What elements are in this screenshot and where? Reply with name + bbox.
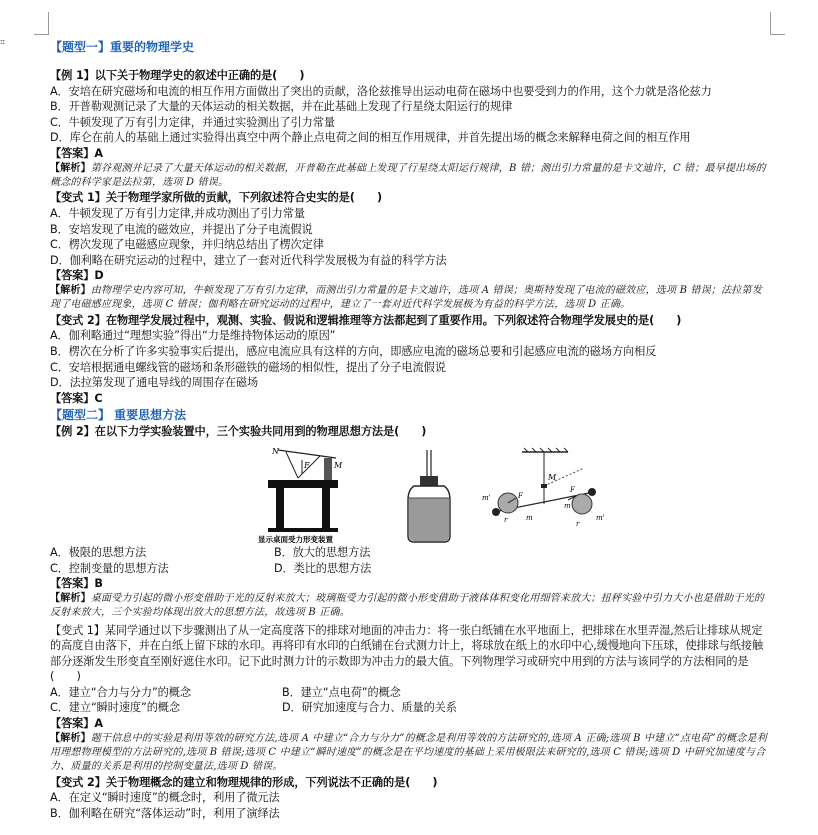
variant-2-1-option-c: C．建立“瞬时速度”的概念 <box>50 701 180 715</box>
variant-2-1-option-a: A．建立“合力与分力”的概念 <box>50 685 191 699</box>
figure-torsion-label-r-left: r <box>504 515 508 524</box>
variant-1-2-option-c: C．安培根据通电螺线管的磁场和条形磁铁的磁场的相似性，提出了分子电流假说 <box>50 360 446 374</box>
example-2-option-c: C．控制变量的思想方法 <box>50 561 169 575</box>
page-corner-mark-left <box>34 12 49 35</box>
variant-1-1-option-a: A．牛顿发现了万有引力定律,并成功测出了引力常量 <box>50 206 305 220</box>
example-2-option-b: B．放大的思想方法 <box>274 545 371 559</box>
figure-desk-label-m: M <box>334 460 343 470</box>
figure-torsion-label-f-right: F <box>570 485 575 494</box>
example-1-answer: 【答案】A <box>50 146 103 160</box>
variant-1-2-option-a: A．伽利略通过“理想实验”得出“力是维持物体运动的原因” <box>50 329 336 343</box>
example-1-option-b: B．开普勒观测记录了大量的天体运动的相关数据，并在此基础上发现了行星绕太阳运行的规律 <box>50 100 513 114</box>
example-2-explanation <box>50 592 772 621</box>
variant-2-1-stem-text: 【变式 1】某同学通过以下步骤测出了从一定高度落下的排球对地面的冲击力：将一张白纸铺在水平地面上，把排球在水里弄湿,然后让排球从规定的高度自由落下，并在白纸上留下球的水印。再将印有水印的白纸铺在台式测力计上，将球放在纸上的水印中心,缓慢地向下压球，使排球与纸接触部分逐渐发生形变直至刚好遮住水印。记下此时测力计的示数即为冲击力的最大值。下列物理学习或研究中用到的方法与该同学的方法相同的是( ) <box>50 623 764 684</box>
explanation-label: 【解析】 <box>50 162 91 174</box>
section-title-1: 【题型一】重要的物理学史 <box>50 40 195 54</box>
experiment-figures <box>50 440 772 545</box>
variant-1-1-option-d: D．伽利略在研究运动的过程中，建立了一套对近代科学发展极为有益的科学方法 <box>50 253 447 267</box>
variant-1-2-option-b: B．楞次在分析了许多实验事实后提出，感应电流应具有这样的方向，即感应电流的磁场总要和引起感应电流的磁场方向相反 <box>50 344 657 358</box>
example-2-options-row-2 <box>50 561 772 577</box>
figure-desk-deformation <box>248 444 358 544</box>
variant-2-1-options-row-1 <box>50 685 772 701</box>
example-1-option-c: C．牛顿发现了万有引力定律，并通过实验测出了引力常量 <box>50 115 335 129</box>
figure-torsion-balance <box>464 446 614 541</box>
example-1-stem: 【例 1】以下关于物理学史的叙述中正确的是( ) <box>50 69 305 82</box>
figure-desk-label-f: F <box>304 460 310 470</box>
variant-1-1-stem: 【变式 1】关于物理学家所做的贡献，下列叙述符合史实的是( ) <box>50 191 382 205</box>
variant-2-2-option-a: A．在定义“瞬时速度”的概念时，利用了微元法 <box>50 791 280 805</box>
explanation-text: 由物理学史内容可知，牛顿发现了万有引力定律，而测出引力常量的是卡文迪许，选项 A 错误；奥斯特发现了电流的磁效应，选项 B 错误；法拉第发现了电磁感应现象，选项 C 错误；伽利略在研究运动的过程中，建立了一套对近代科学发展极为有益的科学方法，选项 D 正确。 <box>50 284 762 311</box>
document-body <box>50 38 772 822</box>
example-2-options-row-1 <box>50 545 772 561</box>
explanation-label: 【解析】 <box>50 732 91 744</box>
figure-torsion-label-m-right: m <box>564 501 571 510</box>
variant-1-1-option-b: B．安培发现了电流的磁效应，并提出了分子电流假说 <box>50 222 313 236</box>
explanation-text: 桌面受力引起的微小形变借助于光的反射来放大；玻璃瓶受力引起的微小形变借助于液体体积变化用细管来放大；扭秤实验中引力大小也是借助于光的反射来放大，三个实验均体现出放大的思想方法，故选项 B 正确。 <box>50 592 765 619</box>
variant-1-2-answer: 【答案】C <box>50 391 103 405</box>
variant-1-1-option-c: C．楞次发现了电磁感应现象，并归纳总结出了楞次定律 <box>50 238 324 252</box>
explanation-text: 第谷观测并记录了大量天体运动的相关数据，开普勒在此基础上发现了行星绕太阳运行规律，B 错；测出引力常量的是卡文迪许，C 错；最早提出场的概念的科学家是法拉第，选项 D 错误。 <box>50 162 766 188</box>
variant-1-1-answer: 【答案】D <box>50 269 104 283</box>
variant-2-1-stem <box>50 623 772 685</box>
example-2-answer: 【答案】B <box>50 577 103 591</box>
variant-1-1-explanation <box>50 284 772 313</box>
figure-torsion-label-f-left: F <box>518 491 523 500</box>
variant-2-1-explanation <box>50 732 772 775</box>
figure-desk-caption: 显示桌面受力形变装置 <box>258 534 333 544</box>
figure-desk-label-n: N <box>272 446 279 456</box>
margin-anchor-icon: ⌗ <box>0 38 6 48</box>
variant-2-1-options-row-2 <box>50 700 772 716</box>
explanation-label: 【解析】 <box>50 284 91 296</box>
figure-torsion-label-m-left: m <box>526 513 533 522</box>
explanation-text: 题干信息中的实验是利用等效的研究方法,选项 A 中建立“合力与分力”的概念是利用等效的方法研究的,选项 A 正确;选项 B 中建立“点电荷”的概念是利用理想物理模型的方法研究的,选项 B 错误;选项 C 中建立“瞬时速度”的概念是在平均速度的基础上采用极限法来研究的,选项 C 错误;选项 D 中研究加速度与合力、质量的关系是利用的控制变量法,选项 D 错误。 <box>50 732 767 773</box>
figure-torsion-label-m-prime-left: m' <box>482 493 491 502</box>
figure-torsion-label-m-prime-right: m' <box>596 513 605 522</box>
figure-torsion-label-r-right: r <box>576 519 580 528</box>
variant-1-2-option-d: D．法拉第发现了通电导线的周围存在磁场 <box>50 376 259 390</box>
variant-2-2-stem: 【变式 2】关于物理概念的建立和物理规律的形成，下列说法不正确的是( ) <box>50 775 438 789</box>
example-2-option-d: D．类比的思想方法 <box>274 561 372 575</box>
example-1-option-d: D．库仑在前人的基础上通过实验得出真空中两个静止点电荷之间的相互作用规律，并首先提出场的概念来解释电荷之间的相互作用 <box>50 131 691 145</box>
variant-2-2-option-b: B．伽利略在研究“落体运动”时，利用了演绎法 <box>50 807 280 821</box>
explanation-label: 【解析】 <box>50 592 91 604</box>
example-2-stem: 【例 2】在以下力学实验装置中，三个实验共同用到的物理思想方法是( ) <box>50 425 427 439</box>
variant-2-1-option-d: D．研究加速度与合力、质量的关系 <box>282 701 457 715</box>
example-2-option-a: A．极限的思想方法 <box>50 545 147 559</box>
page-corner-mark-right <box>770 12 785 35</box>
variant-1-2-stem: 【变式 2】在物理学发展过程中，观测、实验、假说和逻辑推理等方法都起到了重要作用。下列叙述符合物理学发展史的是( ) <box>50 313 682 327</box>
variant-2-1-answer: 【答案】A <box>50 717 103 731</box>
figure-glass-bottle <box>404 450 454 545</box>
example-1-explanation <box>50 162 772 191</box>
section-title-2: 【题型二】 重要思想方法 <box>50 408 187 423</box>
example-1-option-a: A．安培在研究磁场和电流的相互作用方面做出了突出的贡献，洛伦兹推导出运动电荷在磁场中也要受到力的作用，这个力就是洛伦兹力 <box>50 84 712 98</box>
figure-torsion-label-m-big: M <box>548 472 557 482</box>
variant-2-1-option-b: B．建立“点电荷”的概念 <box>282 685 401 699</box>
